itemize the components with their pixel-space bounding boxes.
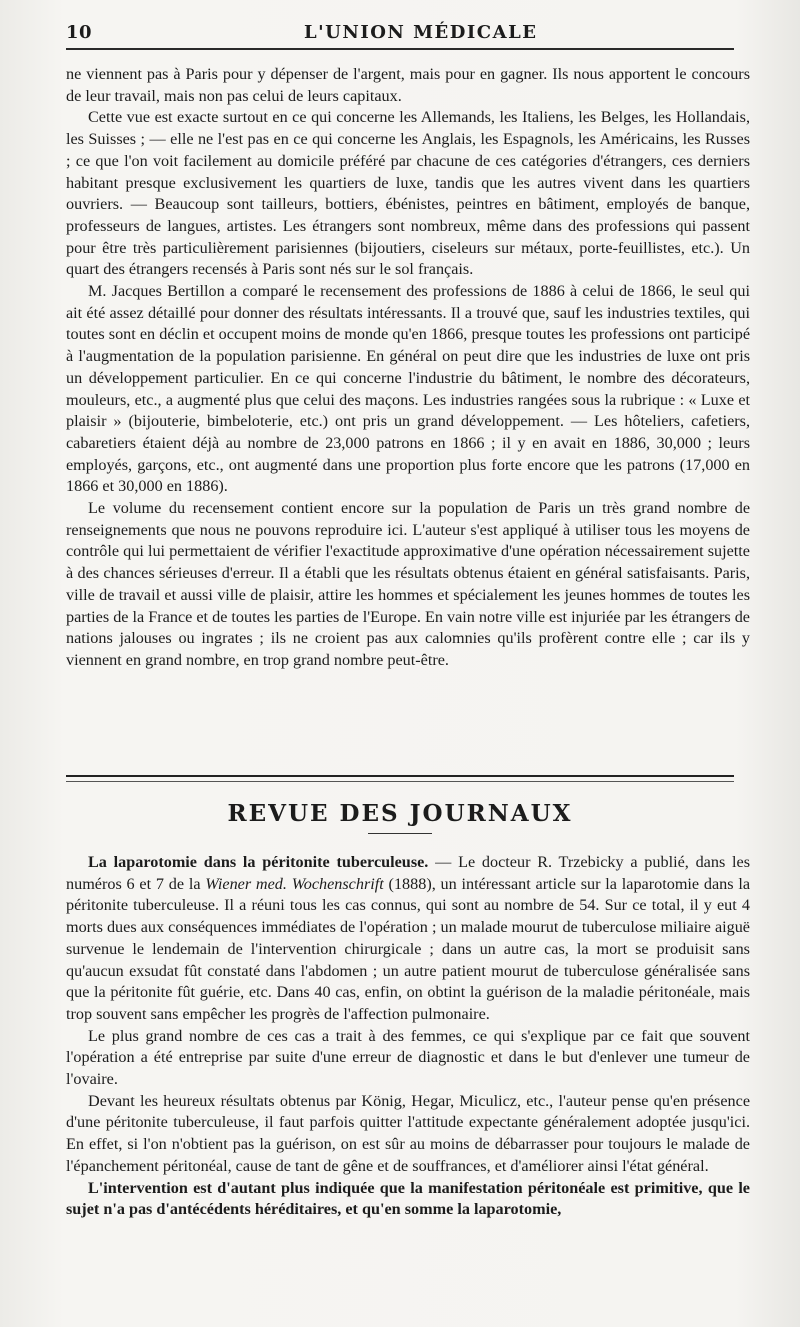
section-heading: REVUE DES JOURNAUX: [227, 800, 573, 827]
laparotomy-article-text: [66, 852, 750, 1221]
article-paragraph: ne viennent pas à Paris pour y dépenser de l'argent, mais pour en gagner. Ils nous apportent le concours de leur travail, mais non pas celui de leurs capitaux.: [66, 65, 750, 105]
article-paragraph: Le volume du recensement contient encore sur la population de Paris un très grand nombre de renseignements que nous ne pouvons reproduire ici. L'auteur s'est appliqué à utiliser tous les moyens de contrôle qui lui permettaient de vérifier l'exactitude approximative d'une opération nécessairement sujette à des chances sérieuses d'erreur. Il a établi que les résultats obtenus étaient en général satisfaisants. Paris, ville de travail et aussi ville de plaisir, attire les hommes et spécialement les jeunes hommes de toutes les parties de la France et de toutes les parties de l'Europe. En vain notre ville est injuriée par les étrangers de nations jalouses ou ingrates ; ils ne croient pas aux calomnies qu'ils profèrent contre elle ; car ils y viennent en grand nombre, en trop grand nombre peut-être.: [66, 499, 750, 669]
header-rule: [66, 48, 734, 50]
article-paragraph: M. Jacques Bertillon a comparé le recensement des professions de 1886 à celui de 1866, le seul qui ait été assez détaillé pour donner des résultats intéressants. Il a trouvé que, sauf les industries textiles, qui toutes sont en déclin et occupent moins de monde qu'en 1866, presque toutes les professions ont participé à l'augmentation de la population parisienne. En général on peut dire que les industries de luxe ont pris un développement particulier. En ce qui concerne l'industrie du bâtiment, le nombre des décorateurs, mouleurs, etc., a augmenté plus que celui des maçons. Les industries rangées sous la rubrique : « Luxe et plaisir » (bijouterie, bimbeloterie, etc.) ont pris un grand développement. — Les hôteliers, cafetiers, cabaretiers étaient déjà au nombre de 23,000 patrons en 1866 ; il y en avait en 1886, 30,000 ; leurs employés, garçons, etc., ont augmenté dans une proportion plus forte encore que les patrons (17,000 en 1866 et 30,000 en 1886).: [66, 282, 750, 496]
article-lead-text: — Le docteur R. Trzebicky a publié, dans les numéros 6 et 7 de la: [66, 853, 750, 893]
article-paragraph: Devant les heureux résultats obtenus par König, Hegar, Miculicz, etc., l'auteur pense qu'en présence d'une péritonite tuberculeuse, il faut parfois quitter l'attitude expectante généralement adoptée jusqu'ici. En effet, si l'on n'obtient pas la guérison, on est sûr au moins de débarrasser pour toujours le malade de l'épanchement péritonéal, cause de tant de gêne et de souffrances, et d'améliorer ainsi l'état général.: [66, 1091, 750, 1175]
article-lead-continuation: (1888), un intéressant article sur la laparotomie dans la péritonite tuberculeuse. Il a réuni tous les cas connus, qui sont au nombre de 54. Sur ce total, il y eut 4 morts dues aux conséquences immédiates de l'opération ; un malade mourut de tuberculose miliaire aiguë survenue le lendemain de l'intervention chirurgicale ; dans un autre cas, la mort se produisit sans qu'aucun exsudat fût constaté dans l'abdomen ; un autre patient mourut de tuberculose généralisée sans que la péritonite fût guérie, etc. Dans 40 cas, enfin, on obtint la guérison de la maladie péritonéale, mais trop souvent sans empêcher les progrès de l'affection pulmonaire.: [66, 874, 751, 1023]
article-paragraph: Cette vue est exacte surtout en ce qui concerne les Allemands, les Italiens, les Belges, les Hollandais, les Suisses ; — elle ne l'est pas en ce qui concerne les Anglais, les Espagnols, les Américains, les Russes ; ce que l'on voit facilement au domicile préféré par chacune de ces catégories d'étrangers, ces derniers habitant presque exclusivement les quartiers de luxe, tandis que les autres vivent dans les quartiers ouvriers. — Beaucoup sont tailleurs, bottiers, ébénistes, peintres en bâtiment, employés de banque, professeurs de langues, artistes. Les étrangers sont nombreux, même dans des professions qui passent pour être très particulièrement parisiennes (bijoutiers, ciseleurs sur métaux, porte-feuillistes, etc.). Un quart des étrangers recensés à Paris sont nés sur le sol français.: [66, 108, 750, 279]
population-article-text: [66, 64, 750, 672]
article-title: La laparotomie dans la péritonite tuberculeuse.: [88, 853, 429, 871]
article-paragraph: Le plus grand nombre de ces cas a trait à des femmes, ce qui s'explique par ce fait que souvent l'opération a été entreprise par suite d'une erreur de diagnostic et dans le but d'enlever une tumeur de l'ovaire.: [66, 1026, 750, 1089]
article-lead-paragraph: [66, 852, 750, 1026]
periodical-name: Wiener med. Wochenschrift: [205, 874, 384, 893]
article-final-paragraph: L'intervention est d'autant plus indiquée que la manifestation péritonéale est primitive, que le sujet n'a pas d'antécédents héréditaires, et qu'en somme la laparotomie,: [66, 1178, 750, 1219]
page-header: [66, 18, 730, 48]
heading-underline: [368, 833, 432, 834]
journal-title: L'UNION MÉDICALE: [304, 22, 538, 43]
section-divider-bottom: [66, 781, 734, 782]
section-divider-top: [66, 775, 734, 777]
page-number: 10: [66, 22, 93, 43]
